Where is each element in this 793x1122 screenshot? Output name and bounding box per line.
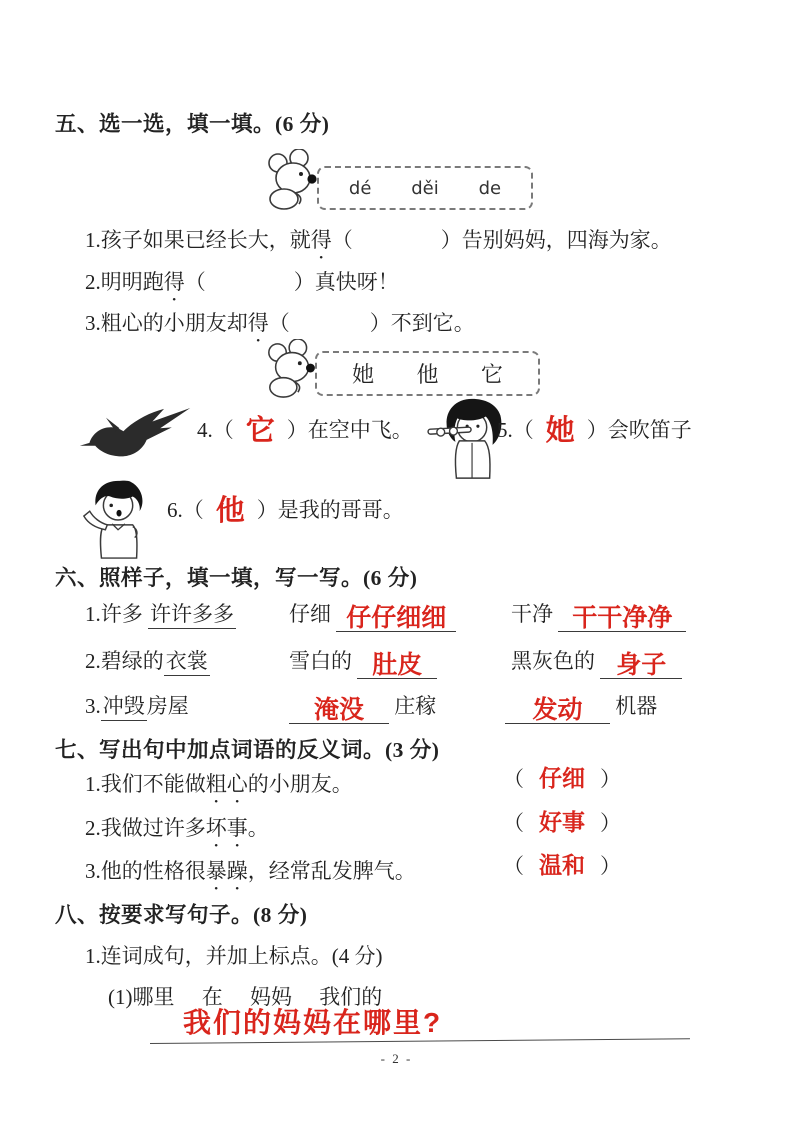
emphasized-word: 得	[163, 270, 185, 294]
s7-answer-2	[503, 807, 621, 837]
row-number: 1.许多	[85, 602, 148, 626]
section6-title: 六、照样子，填一填，写一写。(6 分)	[55, 566, 418, 590]
answer-text: 她	[545, 415, 575, 447]
answer-text: 淹没	[313, 696, 364, 724]
question-text: ）会吹笛子	[586, 418, 692, 442]
pronoun-choice-box	[315, 351, 540, 396]
sentence-text: ，经常乱发脾气。	[247, 859, 416, 883]
example-suffix: 房屋	[146, 694, 189, 718]
paren-close: ）	[600, 811, 621, 835]
cell-label: 黑灰色的	[511, 649, 595, 673]
sentence-text: 。	[247, 816, 269, 840]
fill-cell	[289, 645, 437, 679]
s7-sentence-3	[85, 855, 416, 895]
swallow-icon	[76, 406, 194, 468]
answer-text: 好事	[539, 809, 585, 835]
question-text: 4.（	[197, 418, 234, 442]
boy-icon	[78, 476, 162, 562]
section7-title: 七、写出句中加点词语的反义词。(3 分)	[55, 738, 440, 762]
word-item: (1)哪里	[108, 985, 175, 1009]
answer-blank	[600, 653, 682, 679]
underlined-example: 冲毁	[101, 694, 147, 721]
word-item: 我们的	[319, 985, 383, 1009]
emphasized-word: 粗心	[205, 772, 248, 796]
question-text: 3.粗心的小朋友却	[85, 311, 248, 335]
example-pair	[85, 598, 236, 628]
s5-question-6	[167, 494, 404, 526]
s5-question-1	[85, 224, 672, 264]
answer-blank	[336, 606, 456, 632]
pinyin-choice-box	[317, 166, 533, 210]
paren-open: （	[503, 767, 524, 791]
pinyin-option: dé	[348, 177, 372, 199]
underlined-example: 许许多多	[148, 602, 236, 629]
s7-sentence-1	[85, 768, 353, 808]
answer-text: 干干净净	[572, 604, 673, 632]
fill-cell	[511, 598, 686, 632]
s6-row-2	[0, 645, 793, 681]
paren-open: （	[503, 854, 524, 878]
paren-close: ）	[600, 854, 621, 878]
emphasized-word: 暴躁	[205, 859, 248, 883]
pronoun-option: 他	[416, 362, 439, 387]
s7-sentence-2	[85, 812, 269, 852]
s8-subtask-1: 1.连词成句，并加上标点。(4 分)	[85, 944, 383, 968]
row-number: 2.碧绿的	[85, 649, 164, 673]
paren-open: （	[331, 228, 353, 252]
s7-answer-3	[503, 850, 621, 880]
pinyin-option: děi	[411, 177, 439, 199]
answer-text: 发动	[532, 696, 583, 724]
sentence-text: 3.他的性格很	[85, 859, 206, 883]
paren-open: （	[184, 270, 206, 294]
mouse-icon	[263, 339, 325, 399]
fill-cell	[505, 690, 657, 724]
sentence-text: 1.我们不能做	[85, 772, 206, 796]
question-text: ）不到它。	[369, 311, 475, 335]
fill-cell	[289, 598, 456, 632]
answer-blank	[558, 606, 686, 632]
sentence-text: 的小朋友。	[247, 772, 353, 796]
answer-text: 它	[245, 415, 275, 447]
s6-row-1	[0, 598, 793, 634]
cell-label: 雪白的	[289, 649, 352, 673]
pinyin-option: de	[478, 177, 502, 199]
question-text: ）真快呀！	[293, 270, 399, 294]
question-text: 5.（	[497, 418, 534, 442]
s6-row-3	[0, 690, 793, 726]
cell-suffix: 庄稼	[394, 694, 437, 718]
emphasized-word: 坏事	[205, 816, 248, 840]
word-item: 在	[201, 985, 223, 1009]
emphasized-word: 得	[247, 311, 269, 335]
sentence-text: 2.我做过许多	[85, 816, 206, 840]
mouse-icon	[263, 149, 327, 211]
question-text: ）在空中飞。	[286, 418, 413, 442]
underlined-example: 衣裳	[164, 649, 210, 676]
cell-suffix: 机器	[615, 694, 658, 718]
question-text: 2.明明跑	[85, 270, 164, 294]
answer-text: 肚皮	[372, 651, 423, 679]
example-pair	[85, 690, 189, 720]
answer-blank	[505, 698, 610, 724]
answer-text: 温和	[539, 852, 585, 878]
answer-line	[150, 1038, 690, 1044]
fill-cell	[289, 690, 436, 724]
paren-open: （	[268, 311, 290, 335]
question-text: ）是我的哥哥。	[256, 498, 404, 522]
answer-text: 他	[215, 495, 245, 527]
emphasized-word: 得	[310, 228, 332, 252]
page-number: - 2 -	[380, 1051, 413, 1066]
answer-text: 仔仔细细	[346, 604, 447, 632]
pronoun-option: 它	[480, 362, 503, 387]
answer-text: 仔细	[539, 765, 585, 791]
example-pair	[85, 645, 210, 675]
answer-blank	[357, 653, 437, 679]
section8-title: 八、按要求写句子。(8 分)	[55, 903, 308, 927]
s8-written-answer: 我们的妈妈在哪里?	[183, 1007, 443, 1038]
paren-open: （	[503, 811, 524, 835]
cell-label: 仔细	[289, 602, 331, 626]
section5-title: 五、选一选，填一填。(6 分)	[55, 112, 330, 136]
paren-close: ）	[600, 767, 621, 791]
s5-question-4	[197, 414, 413, 446]
question-text: ）告别妈妈，四海为家。	[440, 228, 672, 252]
question-text: 6.（	[167, 498, 204, 522]
answer-text: 身子	[616, 651, 667, 679]
pronoun-option: 她	[352, 362, 375, 387]
s5-question-2	[85, 266, 399, 306]
cell-label: 干净	[511, 602, 553, 626]
fill-cell	[511, 645, 682, 679]
answer-blank	[289, 698, 389, 724]
s5-question-5	[497, 414, 692, 446]
row-number: 3.	[85, 694, 101, 718]
s7-answer-1	[503, 763, 621, 793]
word-item: 妈妈	[250, 985, 292, 1009]
question-text: 1.孩子如果已经长大，就	[85, 228, 311, 252]
